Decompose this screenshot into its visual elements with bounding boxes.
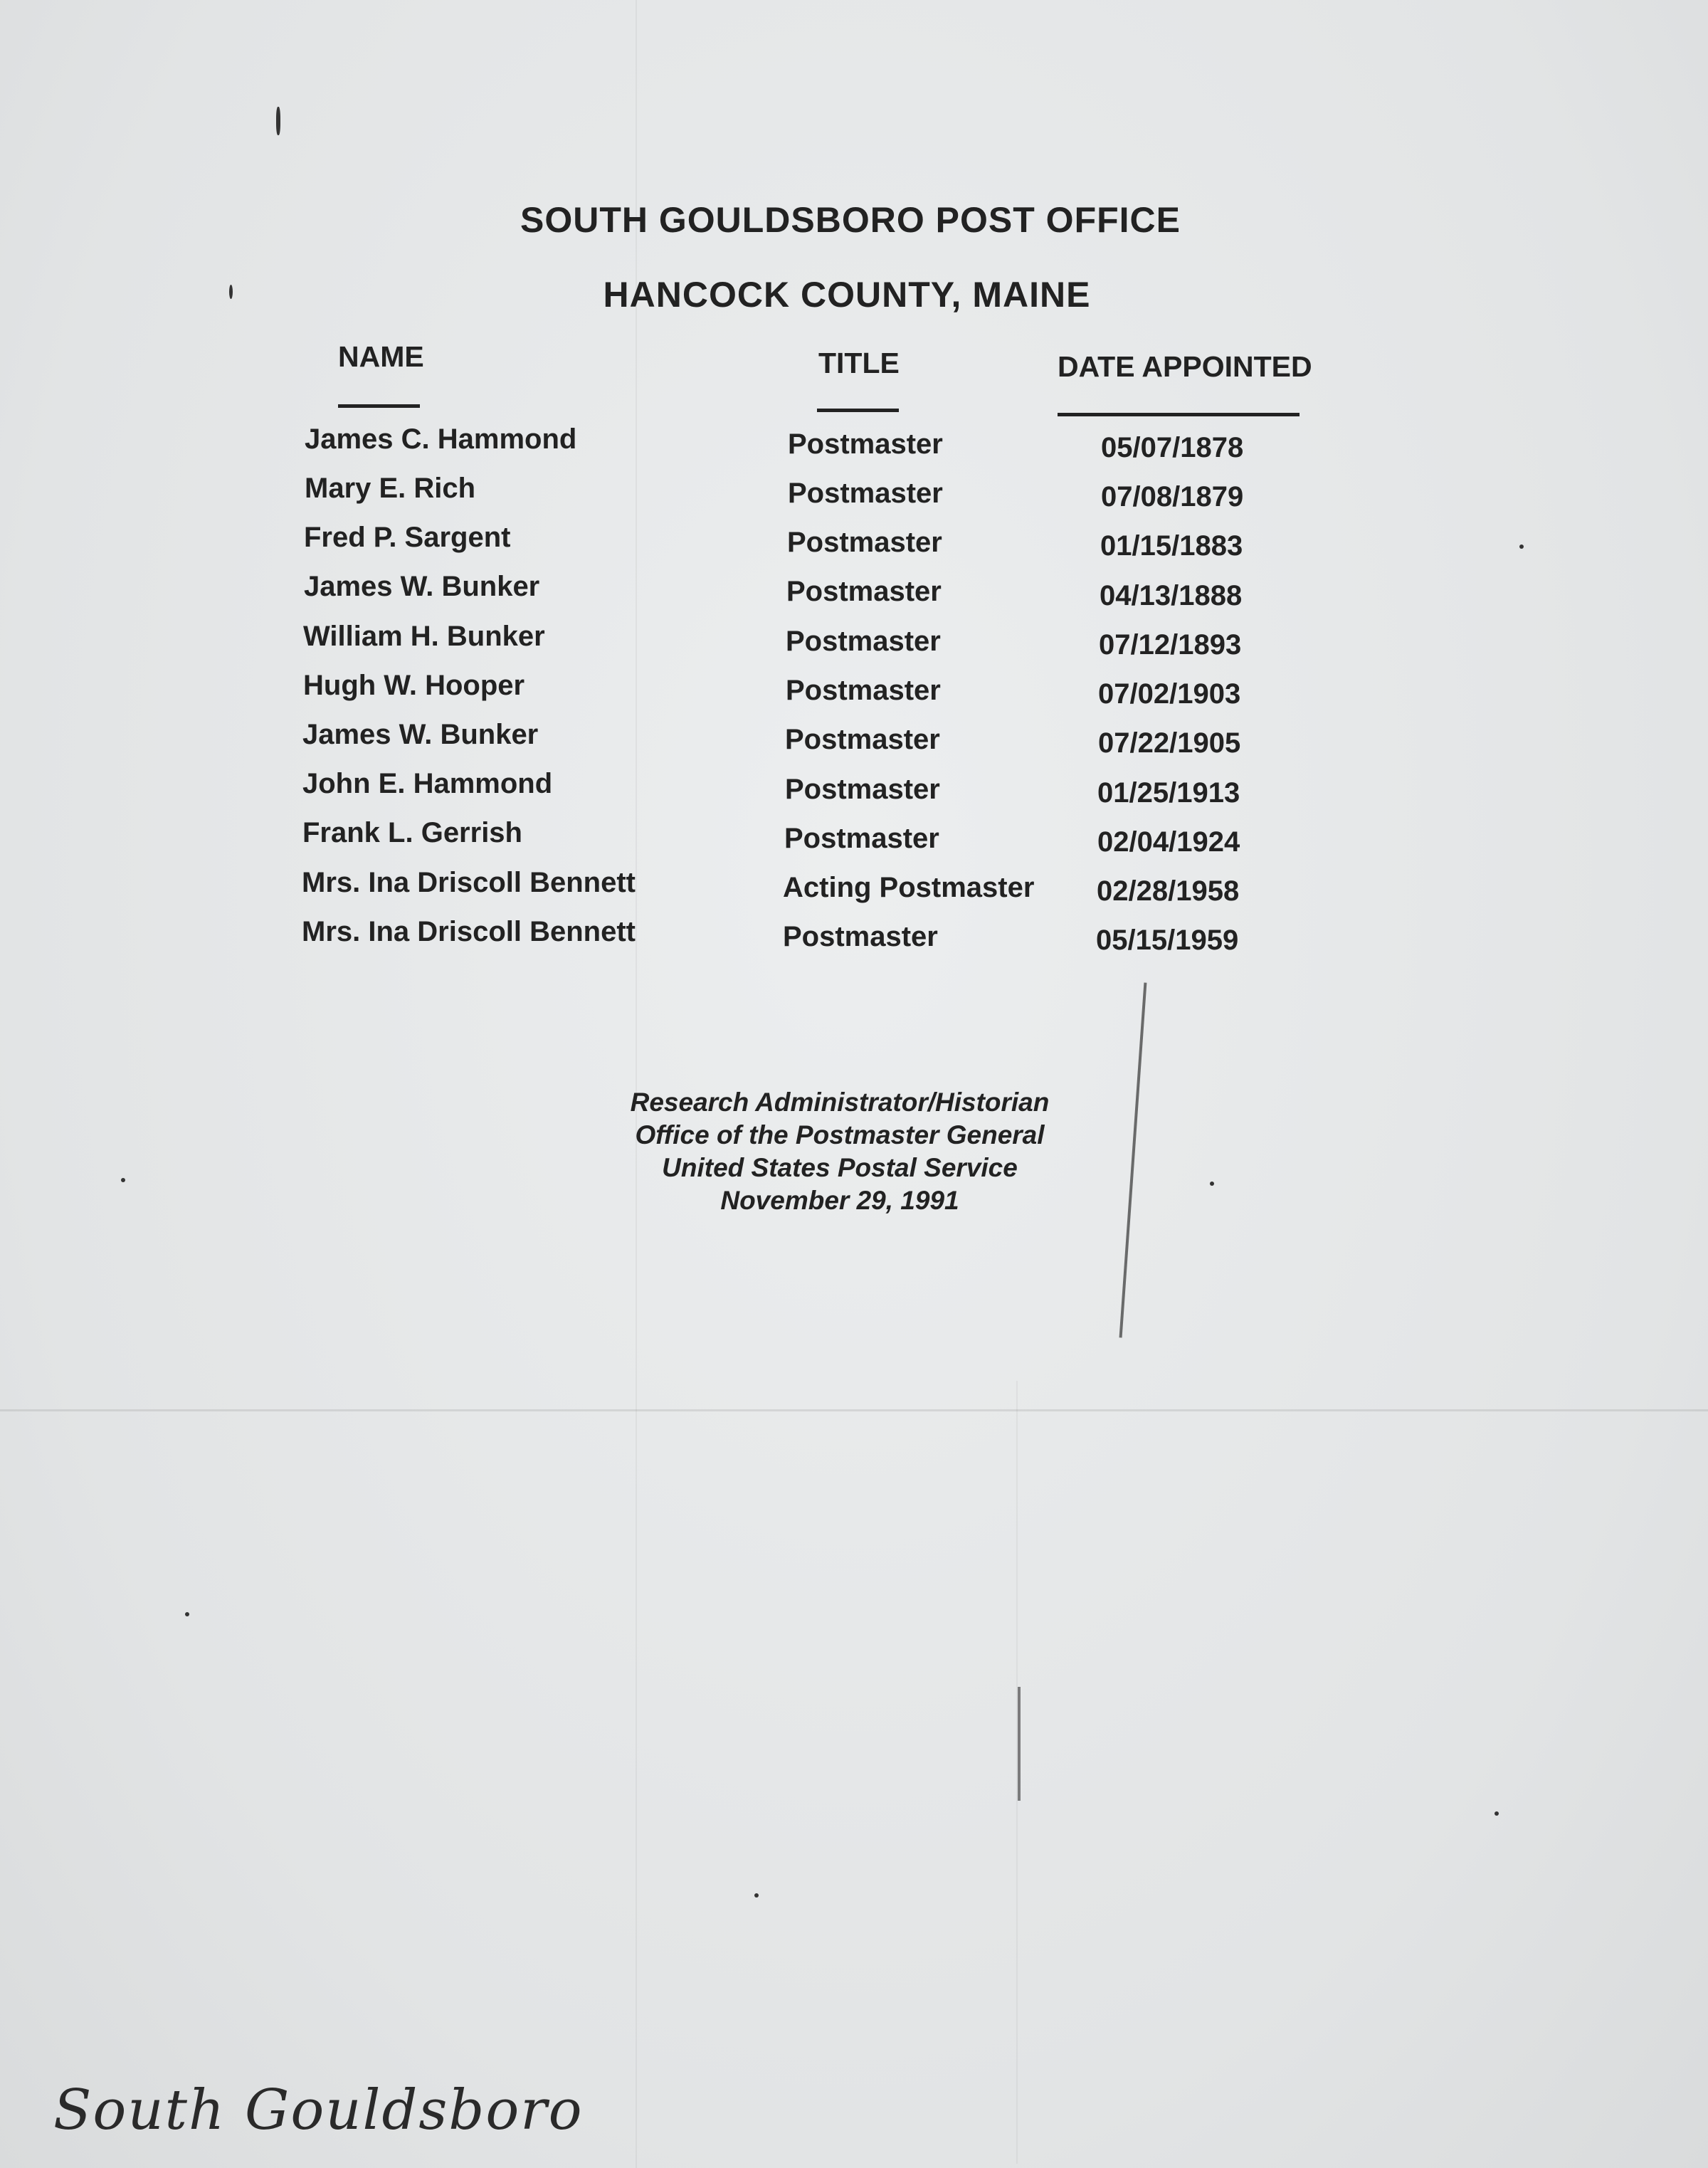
row-name: James C. Hammond — [305, 423, 577, 455]
row-title: Postmaster — [788, 478, 943, 509]
footer-line: United States Postal Service — [662, 1153, 1018, 1182]
row-title: Postmaster — [786, 576, 942, 607]
row-title: Postmaster — [784, 823, 939, 854]
row-date: 01/25/1913 — [1097, 777, 1240, 809]
row-name: Mrs. Ina Driscoll Bennett — [302, 916, 636, 947]
speck — [185, 1612, 189, 1616]
fold-line-vertical-left — [636, 0, 637, 2168]
row-name: William H. Bunker — [303, 621, 545, 652]
column-underline-title — [817, 409, 899, 412]
speck — [1519, 544, 1524, 549]
handwritten-note: South Gouldsboro — [53, 2078, 584, 2142]
row-date: 01/15/1883 — [1100, 530, 1243, 562]
document-title: SOUTH GOULDSBORO POST OFFICE — [520, 200, 1181, 240]
row-date: 07/22/1905 — [1098, 727, 1241, 759]
row-title: Postmaster — [783, 921, 938, 952]
row-name: Mrs. Ina Driscoll Bennett — [302, 867, 636, 898]
fold-line-horizontal — [0, 1409, 1708, 1411]
row-date: 05/07/1878 — [1101, 432, 1244, 463]
row-date: 02/28/1958 — [1097, 875, 1240, 907]
row-title: Postmaster — [785, 774, 940, 805]
column-underline-date — [1058, 413, 1300, 416]
row-date: 07/12/1893 — [1099, 629, 1242, 661]
signature-block — [555, 1086, 1124, 1217]
speck — [121, 1178, 125, 1182]
column-header-date: DATE APPOINTED — [1058, 350, 1312, 383]
row-title: Acting Postmaster — [783, 872, 1035, 903]
column-header-title: TITLE — [818, 347, 900, 379]
column-header-name: NAME — [338, 340, 424, 373]
speck — [1210, 1182, 1214, 1186]
row-name: Mary E. Rich — [305, 473, 476, 504]
row-name: James W. Bunker — [302, 719, 539, 750]
row-title: Postmaster — [788, 428, 943, 460]
row-date: 07/02/1903 — [1098, 678, 1241, 710]
column-underline-name — [338, 404, 420, 408]
row-date: 05/15/1959 — [1096, 925, 1239, 956]
row-title: Postmaster — [786, 626, 941, 657]
footer-line: November 29, 1991 — [720, 1186, 959, 1215]
row-title: Postmaster — [786, 675, 941, 706]
row-title: Postmaster — [787, 527, 942, 558]
row-date: 04/13/1888 — [1100, 580, 1243, 611]
row-name: Frank L. Gerrish — [302, 817, 522, 848]
row-name: Fred P. Sargent — [304, 522, 511, 553]
row-title: Postmaster — [785, 724, 940, 755]
speck — [754, 1893, 759, 1898]
speck — [1494, 1811, 1499, 1816]
document-subtitle: HANCOCK COUNTY, MAINE — [603, 275, 1091, 315]
row-date: 07/08/1879 — [1101, 481, 1244, 512]
speck — [276, 107, 280, 135]
footer-line: Research Administrator/Historian — [630, 1088, 1050, 1117]
row-date: 02/04/1924 — [1097, 826, 1240, 858]
row-name: Hugh W. Hooper — [303, 670, 525, 701]
footer-line: Office of the Postmaster General — [635, 1120, 1045, 1149]
row-name: James W. Bunker — [304, 571, 540, 602]
scan-streak — [1018, 1687, 1021, 1801]
row-name: John E. Hammond — [302, 768, 553, 799]
